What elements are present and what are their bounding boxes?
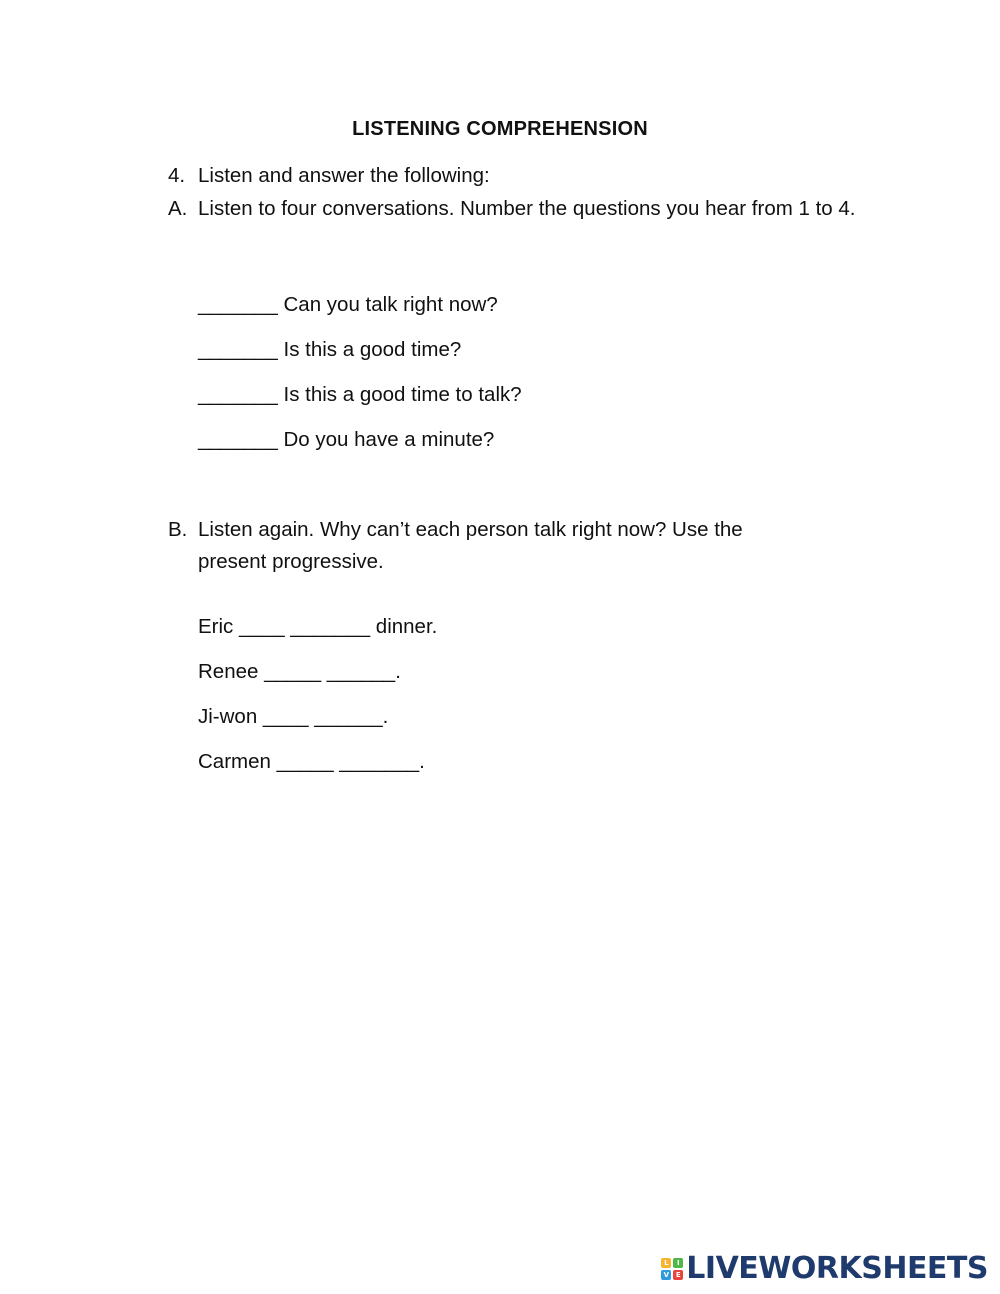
logo-cube: L (661, 1258, 671, 1268)
question-item-2[interactable]: _______ Is this a good time? (198, 338, 462, 361)
sentence-item-carmen[interactable]: Carmen _____ _______. (198, 750, 425, 773)
instruction-a (168, 193, 858, 225)
liveworksheets-logo (661, 1251, 988, 1286)
instruction-text: Listen again. Why can’t each person talk right now? Use the present progressive. (198, 518, 743, 573)
sentence-item-eric[interactable]: Eric ____ _______ dinner. (198, 615, 438, 638)
instruction-b (168, 514, 808, 578)
instruction-marker: 4. (168, 164, 186, 187)
instruction-marker: B. (168, 518, 188, 541)
logo-cube: E (673, 1270, 683, 1280)
logo-cube: V (661, 1270, 671, 1280)
sentence-item-jiwon[interactable]: Ji-won ____ ______. (198, 705, 389, 728)
logo-cube: I (673, 1258, 683, 1268)
logo-text: LIVEWORKSHEETS (686, 1251, 988, 1286)
instruction-marker: A. (168, 197, 188, 220)
instruction-4 (168, 160, 868, 192)
instruction-text: Listen and answer the following: (198, 164, 490, 187)
logo-cubes-icon (661, 1258, 683, 1280)
question-item-1[interactable]: _______ Can you talk right now? (198, 293, 498, 316)
sentence-item-renee[interactable]: Renee _____ ______. (198, 660, 401, 683)
question-item-3[interactable]: _______ Is this a good time to talk? (198, 383, 522, 406)
question-item-4[interactable]: _______ Do you have a minute? (198, 428, 495, 451)
page-title: LISTENING COMPREHENSION (352, 118, 648, 140)
instruction-text: Listen to four conversations. Number the questions you hear from 1 to 4. (198, 197, 856, 220)
